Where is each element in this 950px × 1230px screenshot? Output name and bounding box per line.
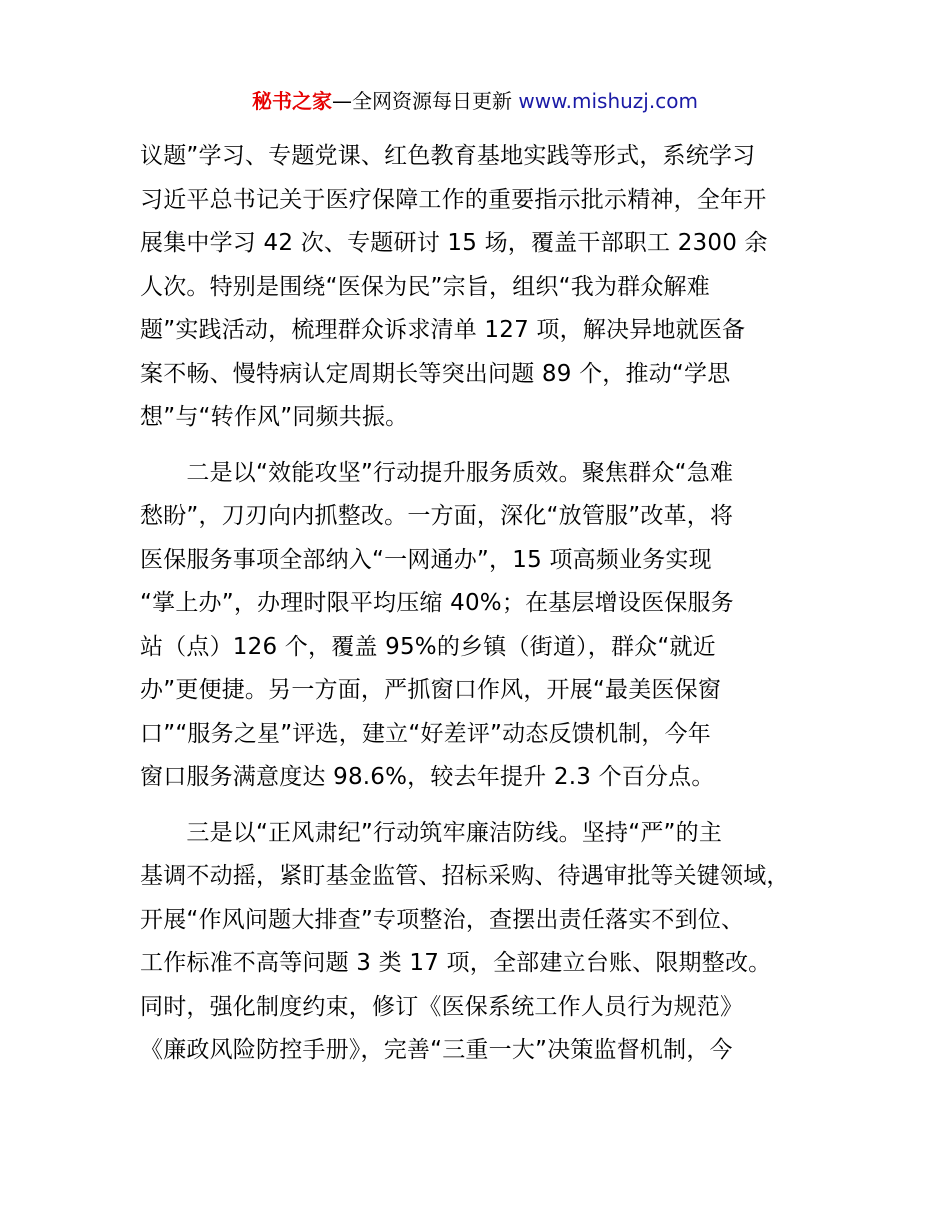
text-line: 人次。特别是围绕“医保为民”宗旨，组织“我为群众解难: [140, 273, 710, 300]
text-line: 想”与“转作风”同频共振。: [140, 404, 409, 430]
text-line: 《廉政风险防控手册》，完善“三重一大”决策监督机制，今: [140, 1037, 733, 1063]
text-line: 议题”学习、专题党课、红色教育基地实践等形式，系统学习: [140, 143, 756, 169]
text-line: 同时，强化制度约束，修订《医保系统工作人员行为规范》: [140, 993, 744, 1020]
text-line: 二是以“效能攻坚”行动提升服务质效。聚焦群众“急难: [140, 459, 734, 486]
text-line: 案不畅、慢特病认定周期长等突出问题 89 个，推动“学思: [140, 360, 731, 387]
text-line: 开展“作风问题大排查”专项整治，查摆出责任落实不到位、: [140, 906, 745, 933]
header-slogan: 全网资源每日更新: [352, 89, 513, 113]
header-url-link[interactable]: www.mishuzj.com: [518, 89, 698, 113]
text-line: 题”实践活动，梳理群众诉求清单 127 项，解决异地就医备: [140, 317, 746, 343]
text-line: 愁盼”，刀刃向内抓整改。一方面，深化“放管服”改革，将: [140, 503, 734, 529]
text-line: 展集中学习 42 次、专题研讨 15 场，覆盖干部职工 2300 余: [140, 230, 768, 256]
text-line: “掌上办”，办理时限平均压缩 40%；在基层增设医保服务: [140, 590, 734, 616]
paragraph-gap: [140, 440, 840, 452]
brand-name: 秘书之家: [252, 89, 333, 113]
text-line: 口”“服务之星”评选，建立“好差评”动态反馈机制，今年: [140, 720, 711, 747]
text-line: 办”更便捷。另一方面，严抓窗口作风，开展“最美医保窗: [140, 677, 722, 703]
text-line: 窗口服务满意度达 98.6%，较去年提升 2.3 个百分点。: [140, 764, 715, 790]
text-line: 医保服务事项全部纳入“一网通办”，15 项高频业务实现: [140, 546, 712, 573]
text-line: 站（点）126 个，覆盖 95%的乡镇（街道），群众“就近: [140, 633, 716, 660]
header-dash: —: [332, 89, 353, 113]
page-header: [0, 86, 950, 116]
document-body: [140, 135, 840, 1073]
paragraph: [140, 812, 840, 1073]
text-line: 三是以“正风肃纪”行动筑牢廉洁防线。坚持“严”的主: [140, 819, 723, 846]
text-line: 习近平总书记关于医疗保障工作的重要指示批示精神，全年开: [140, 186, 767, 213]
paragraph: [140, 452, 840, 800]
paragraph-gap: [140, 800, 840, 812]
paragraph: [140, 135, 840, 440]
text-line: 基调不动摇，紧盯基金监管、招标采购、待遇审批等关键领域，: [140, 863, 790, 889]
text-line: 工作标准不高等问题 3 类 17 项，全部建立台账、限期整改。: [140, 950, 772, 976]
